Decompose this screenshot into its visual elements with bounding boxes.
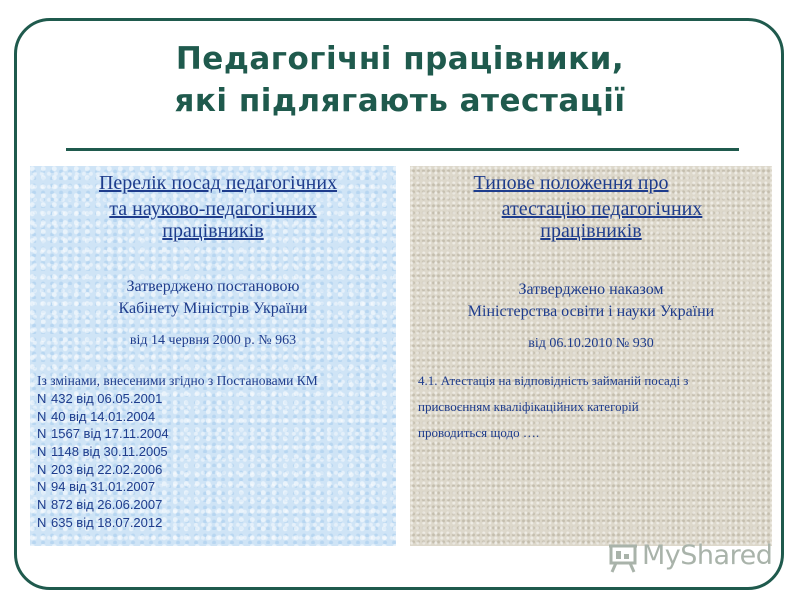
list-item: N 203 від 22.02.2006 bbox=[37, 461, 163, 477]
right-date: від 06.10.2010 № 930 bbox=[528, 336, 654, 351]
left-date: від 14 червня 2000 р. № 963 bbox=[129, 333, 297, 348]
right-quote-line-1: 4.1. Атестація на відповідність займаній посаді з bbox=[418, 373, 689, 388]
presentation-board-icon bbox=[606, 540, 640, 574]
list-item: N 872 від 26.06.2007 bbox=[37, 497, 163, 513]
left-approved-line-1: Затверджено постановою bbox=[126, 278, 300, 295]
watermark bbox=[606, 540, 773, 576]
list-item: N 1567 від 17.11.2004 bbox=[37, 426, 169, 442]
right-approved-line-2: Міністерства освіти і науки України bbox=[467, 303, 715, 320]
right-panel-heading[interactable] bbox=[410, 170, 772, 240]
amendments-intro: Із змінами, внесеними згідно з Постановами КМ bbox=[37, 373, 318, 388]
left-heading-line-3: працівників bbox=[162, 220, 264, 242]
right-quote-line-2: присвоєнням кваліфікаційних категорій bbox=[418, 399, 639, 414]
title-divider bbox=[66, 148, 739, 151]
list-item: N 40 від 14.01.2004 bbox=[37, 408, 156, 424]
slide-title-line-2: які підлягають атестації bbox=[174, 83, 626, 119]
list-item: N 432 від 06.05.2001 bbox=[37, 391, 163, 406]
amendments-list bbox=[37, 390, 169, 532]
right-heading-line-1: Типове положення про bbox=[473, 172, 669, 194]
right-quote-line-3: проводиться щодо …. bbox=[418, 425, 540, 440]
slide-title-line-1: Педагогічні працівники, bbox=[175, 41, 625, 77]
slide-title bbox=[40, 38, 760, 122]
right-heading-line-3: працівників bbox=[540, 220, 642, 242]
left-panel-heading[interactable] bbox=[30, 170, 396, 240]
list-item: N 1148 від 30.11.2005 bbox=[37, 444, 168, 460]
list-item: N 94 від 31.01.2007 bbox=[37, 479, 156, 495]
left-heading-line-1: Перелік посад педагогічних bbox=[98, 172, 338, 194]
list-item: N 635 від 18.07.2012 bbox=[37, 514, 163, 530]
right-approved-line-1: Затверджено наказом bbox=[518, 281, 664, 298]
right-quote bbox=[418, 368, 768, 446]
left-approved bbox=[30, 276, 396, 320]
watermark-logo-text: MyShared bbox=[642, 540, 773, 571]
left-approved-line-2: Кабінету Міністрів України bbox=[118, 300, 308, 317]
right-panel bbox=[410, 166, 772, 546]
left-heading-line-2: та науково-педагогічних bbox=[109, 198, 317, 220]
right-heading-line-2: атестацію педагогічних bbox=[501, 198, 703, 220]
right-approved bbox=[410, 279, 772, 323]
left-panel bbox=[30, 166, 396, 546]
